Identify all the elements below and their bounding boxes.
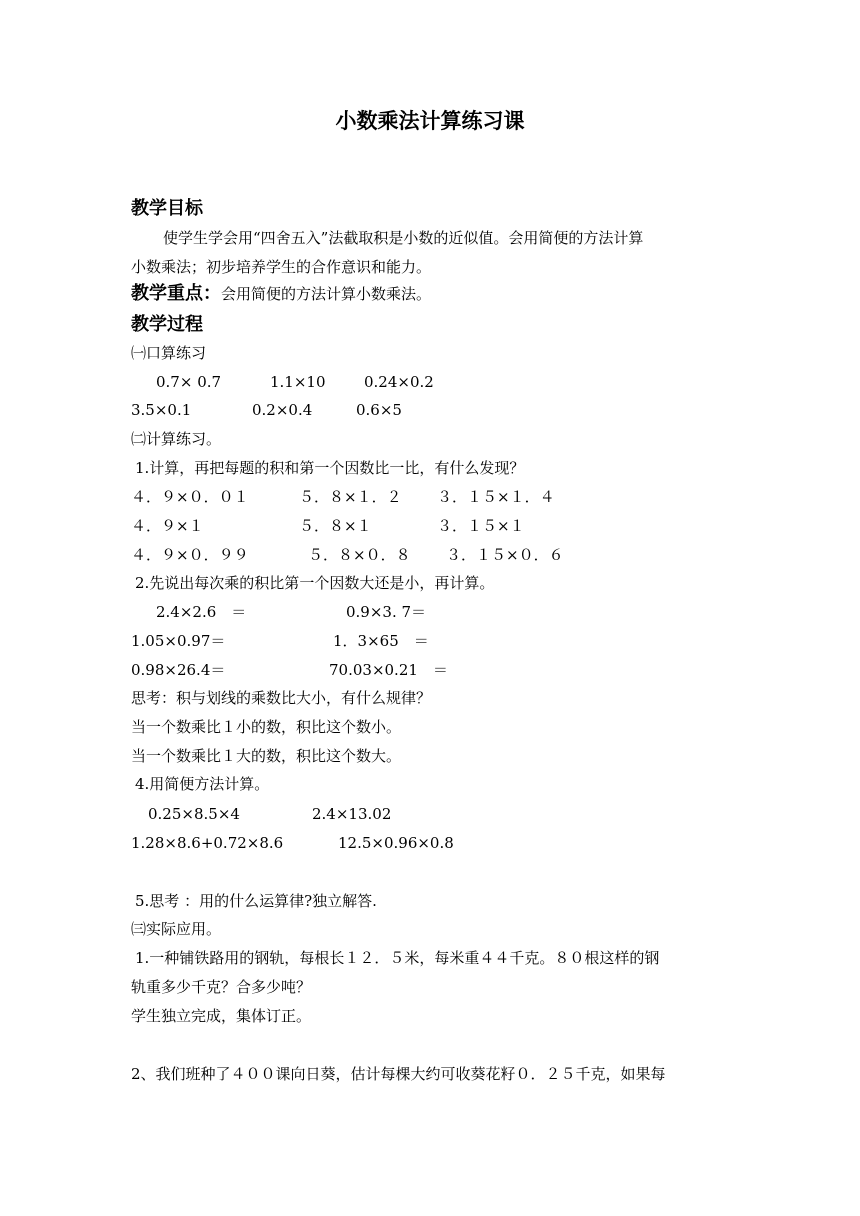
q2-item: 1．3×65 ＝ [333,632,429,650]
section2-title: ㈡计算练习。 [131,430,222,448]
problem1-note: 学生独立完成，集体订正。 [131,1007,312,1025]
q2-item: 2.4×2.6 ＝ [156,603,247,621]
process-heading: 教学过程 [131,314,203,335]
oral-item: 0.2×0.4 [252,401,313,419]
section3-title: ㈢实际应用。 [131,920,222,938]
q2-item: 0.98×26.4＝ [131,661,226,679]
oral-item: 1.1×10 [270,373,326,391]
oral-item: 0.6×5 [356,401,402,419]
oral-item: 0.7× 0.7 [156,373,222,391]
page-title: 小数乘法计算练习课 [335,108,525,133]
rule-text: 当一个数乘比１小的数，积比这个数小。 [131,718,402,736]
q1-item: ４．９×１ [131,517,204,535]
q1-item: ３．１５×０．６ [446,546,564,564]
q2-item: 0.9×3. 7＝ [346,603,427,621]
q2-prompt: 2.先说出每次乘的积比第一个因数大还是小，再计算。 [135,574,495,592]
oral-item: 0.24×0.2 [364,373,434,391]
q1-item: ５．８×０．８ [308,546,411,564]
section1-title: ㈠口算练习 [131,344,207,362]
rule-text: 当一个数乘比１大的数，积比这个数大。 [131,747,402,765]
q1-prompt: 1.计算，再把每题的积和第一个因数比一比，有什么发现？ [135,459,525,477]
q4-item: 2.4×13.02 [312,805,392,823]
key-point-text: 会用简便的方法计算小数乘法。 [221,285,432,303]
q1-item: ４．９×０．９９ [131,546,249,564]
goal-text-line1: 使学生学会用“四舍五入”法截取积是小数的近似值。会用简便的方法计算 [163,229,644,247]
q4-item: 1.28×8.6+0.72×8.6 [131,834,284,852]
q2-item: 70.03×0.21 ＝ [329,661,448,679]
problem2-line1: 2、我们班种了４００课向日葵，估计每棵大约可收葵花籽０．２５千克，如果每 [131,1065,666,1083]
key-point-line [131,284,431,304]
q1-item: ５．８×１ [299,517,372,535]
q2-item: 1.05×0.97＝ [131,632,226,650]
q4-item: 0.25×8.5×4 [148,805,240,823]
q1-item: ４．９×０．０１ [131,488,249,506]
oral-item: 3.5×0.1 [131,401,192,419]
q5-prompt: 5.思考 ：用的什么运算律?独立解答. [135,892,377,910]
goal-text-line2: 小数乘法；初步培养学生的合作意识和能力。 [131,258,432,276]
goal-heading: 教学目标 [131,198,203,219]
q1-item: ５．８×１．２ [299,488,402,506]
q1-item: ３．１５×１．４ [437,488,555,506]
key-point-label: 教学重点： [131,283,221,304]
q4-prompt: 4.用简便方法计算。 [135,775,270,793]
q1-item: ３．１５×１ [437,517,525,535]
q4-item: 12.5×0.96×0.8 [338,834,454,852]
problem1-line1: 1.一种铺铁路用的钢轨，每根长１２．５米，每米重４４千克。８０根这样的钢 [135,949,660,967]
think-text: 思考：积与划线的乘数比大小，有什么规律？ [131,689,432,707]
problem1-line2: 轨重多少千克？合多少吨？ [131,978,312,996]
